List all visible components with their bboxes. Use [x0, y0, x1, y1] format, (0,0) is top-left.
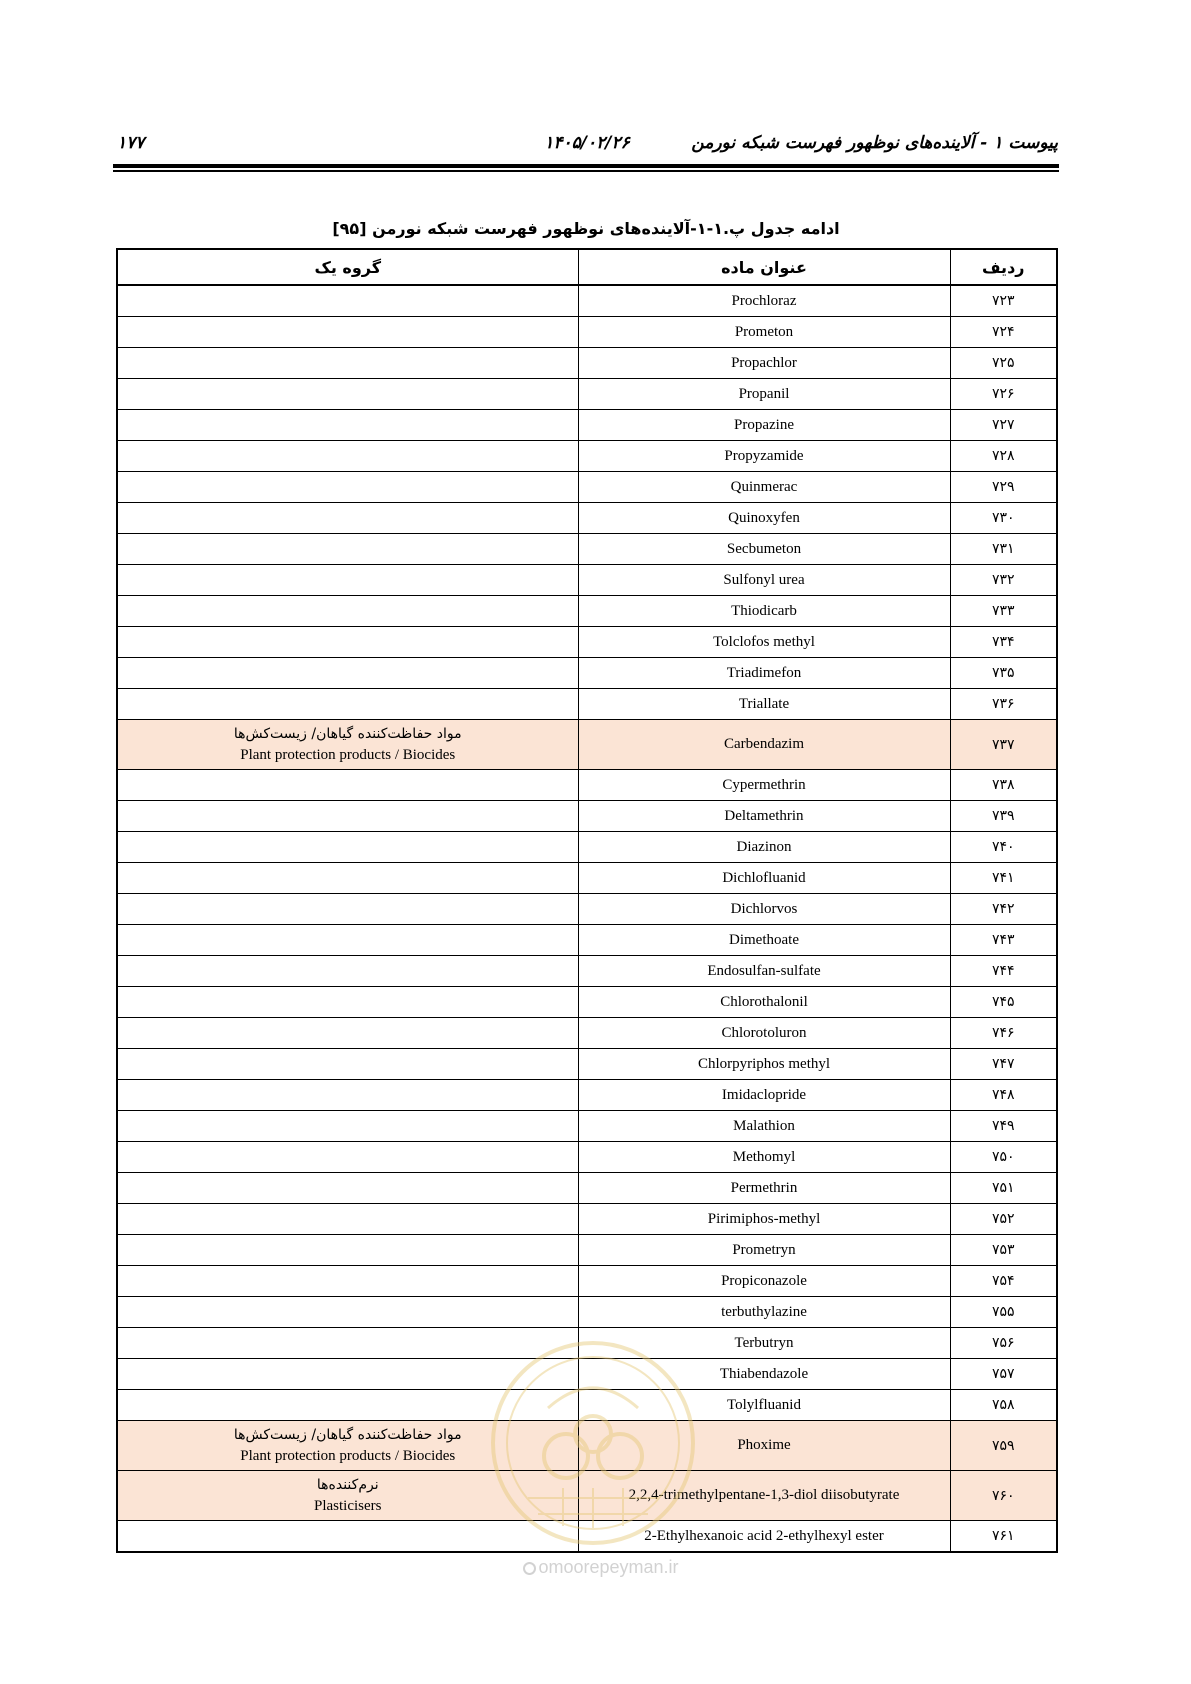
table-row [117, 1018, 1057, 1049]
substance-name-cell: Cypermethrin [578, 770, 950, 801]
row-number-cell: ۷۴۹ [950, 1111, 1057, 1142]
substance-name-cell: Methomyl [578, 1142, 950, 1173]
table-row [117, 720, 1057, 770]
table-row [117, 863, 1057, 894]
group-cell [117, 1359, 578, 1390]
group-cell [117, 1297, 578, 1328]
group-cell [117, 1235, 578, 1266]
table-row [117, 1173, 1057, 1204]
group-cell [117, 1111, 578, 1142]
page-number: ۱۷۷ [117, 133, 145, 153]
row-number-cell: ۷۲۷ [950, 410, 1057, 441]
group-cell [117, 1173, 578, 1204]
column-header-group: گروه یک [117, 249, 578, 285]
row-number-cell: ۷۲۴ [950, 317, 1057, 348]
group-cell [117, 1080, 578, 1111]
group-cell [117, 1421, 578, 1471]
substance-name-cell: Chlorotoluron [578, 1018, 950, 1049]
row-number-cell: ۷۶۰ [950, 1471, 1057, 1521]
watermark-mark-icon [523, 1562, 536, 1575]
row-number-cell: ۷۳۳ [950, 596, 1057, 627]
substance-name-cell: Endosulfan-sulfate [578, 956, 950, 987]
group-cell [117, 1204, 578, 1235]
group-cell [117, 689, 578, 720]
substance-name-cell: Dichlofluanid [578, 863, 950, 894]
row-number-cell: ۷۳۶ [950, 689, 1057, 720]
table-caption: ادامه جدول پ.۱-۱-آلاینده‌های نوظهور فهرست شبکه نورمن [۹۵] [332, 219, 840, 238]
table-row [117, 596, 1057, 627]
row-number-cell: ۷۳۷ [950, 720, 1057, 770]
row-number-cell: ۷۵۱ [950, 1173, 1057, 1204]
substance-name-cell: Dimethoate [578, 925, 950, 956]
group-cell [117, 770, 578, 801]
group-cell [117, 1471, 578, 1521]
table-row [117, 317, 1057, 348]
row-number-cell: ۷۵۲ [950, 1204, 1057, 1235]
substance-name-cell: 2-Ethylhexanoic acid 2-ethylhexyl ester [578, 1521, 950, 1553]
row-number-cell: ۷۲۹ [950, 472, 1057, 503]
row-number-cell: ۷۴۲ [950, 894, 1057, 925]
row-number-cell: ۷۴۰ [950, 832, 1057, 863]
group-cell [117, 317, 578, 348]
group-cell [117, 1049, 578, 1080]
row-number-cell: ۷۳۵ [950, 658, 1057, 689]
group-cell [117, 1266, 578, 1297]
substance-name-cell: Propyzamide [578, 441, 950, 472]
running-header-title: پیوست ۱ - آلاینده‌های نوظهور فهرست شبکه نورمن [691, 133, 1058, 153]
substance-name-cell: Dichlorvos [578, 894, 950, 925]
table-row [117, 627, 1057, 658]
substance-name-cell: Prometryn [578, 1235, 950, 1266]
substance-name-cell: Quinmerac [578, 472, 950, 503]
row-number-cell: ۷۳۰ [950, 503, 1057, 534]
table-row [117, 1521, 1057, 1553]
group-cell [117, 1018, 578, 1049]
table-row [117, 894, 1057, 925]
group-cell [117, 1328, 578, 1359]
group-cell [117, 627, 578, 658]
table-row [117, 1471, 1057, 1521]
group-cell [117, 956, 578, 987]
table-row [117, 770, 1057, 801]
group-cell [117, 720, 578, 770]
substance-name-cell: Prochloraz [578, 285, 950, 317]
row-number-cell: ۷۴۳ [950, 925, 1057, 956]
table-row [117, 503, 1057, 534]
pollutants-table [116, 248, 1058, 1553]
substance-name-cell: Quinoxyfen [578, 503, 950, 534]
table-row [117, 1328, 1057, 1359]
substance-name-cell: Propazine [578, 410, 950, 441]
substance-name-cell: Thiodicarb [578, 596, 950, 627]
row-number-cell: ۷۶۱ [950, 1521, 1057, 1553]
substance-name-cell: Malathion [578, 1111, 950, 1142]
row-number-cell: ۷۲۸ [950, 441, 1057, 472]
substance-name-cell: Tolclofos methyl [578, 627, 950, 658]
row-number-cell: ۷۳۹ [950, 801, 1057, 832]
substance-name-cell: Propanil [578, 379, 950, 410]
group-cell [117, 894, 578, 925]
group-cell [117, 441, 578, 472]
header-rule-thin [113, 170, 1059, 172]
row-number-cell: ۷۵۶ [950, 1328, 1057, 1359]
group-cell [117, 863, 578, 894]
row-number-cell: ۷۴۱ [950, 863, 1057, 894]
group-cell [117, 565, 578, 596]
substance-name-cell: Permethrin [578, 1173, 950, 1204]
header-rule-thick [113, 164, 1059, 168]
row-number-cell: ۷۵۴ [950, 1266, 1057, 1297]
substance-name-cell: Secbumeton [578, 534, 950, 565]
table-row [117, 1142, 1057, 1173]
table-row [117, 689, 1057, 720]
substance-name-cell: Imidaclopride [578, 1080, 950, 1111]
table-row [117, 801, 1057, 832]
row-number-cell: ۷۳۱ [950, 534, 1057, 565]
table-row [117, 832, 1057, 863]
substance-name-cell: Chlorpyriphos methyl [578, 1049, 950, 1080]
substance-name-cell: Deltamethrin [578, 801, 950, 832]
group-cell [117, 410, 578, 441]
substance-name-cell: Sulfonyl urea [578, 565, 950, 596]
group-cell [117, 472, 578, 503]
table-row [117, 348, 1057, 379]
group-cell [117, 534, 578, 565]
table-row [117, 285, 1057, 317]
group-label-fa: مواد حفاظت‌کننده گیاهان/ زیست‌کش‌ها [233, 725, 462, 742]
watermark-url: omoorepeyman.ir [538, 1557, 679, 1577]
table-body [117, 285, 1057, 1552]
substance-name-cell: Prometon [578, 317, 950, 348]
substance-name-cell: Pirimiphos-methyl [578, 1204, 950, 1235]
table-row [117, 472, 1057, 503]
table-row [117, 1266, 1057, 1297]
row-number-cell: ۷۵۵ [950, 1297, 1057, 1328]
row-number-cell: ۷۲۶ [950, 379, 1057, 410]
substance-name-cell: 2,2,4-trimethylpentane-1,3-diol diisobutyrate [578, 1471, 950, 1521]
row-number-cell: ۷۴۴ [950, 956, 1057, 987]
row-number-cell: ۷۵۹ [950, 1421, 1057, 1471]
row-number-cell: ۷۵۸ [950, 1390, 1057, 1421]
row-number-cell: ۷۴۶ [950, 1018, 1057, 1049]
group-cell [117, 1390, 578, 1421]
row-number-cell: ۷۵۷ [950, 1359, 1057, 1390]
group-cell [117, 596, 578, 627]
row-number-cell: ۷۵۰ [950, 1142, 1057, 1173]
table-row [117, 565, 1057, 596]
substance-name-cell: Terbutryn [578, 1328, 950, 1359]
row-number-cell: ۷۳۲ [950, 565, 1057, 596]
table-row [117, 1049, 1057, 1080]
group-cell [117, 379, 578, 410]
substance-name-cell: Thiabendazole [578, 1359, 950, 1390]
table-row [117, 925, 1057, 956]
substance-name-cell: Carbendazim [578, 720, 950, 770]
table-row [117, 534, 1057, 565]
substance-name-cell: Triadimefon [578, 658, 950, 689]
row-number-cell: ۷۵۳ [950, 1235, 1057, 1266]
table-row [117, 956, 1057, 987]
row-number-cell: ۷۲۳ [950, 285, 1057, 317]
group-label-en: Plant protection products / Biocides [240, 746, 456, 763]
substance-name-cell: terbuthylazine [578, 1297, 950, 1328]
row-number-cell: ۷۳۴ [950, 627, 1057, 658]
group-cell [117, 832, 578, 863]
substance-name-cell: Chlorothalonil [578, 987, 950, 1018]
group-cell [117, 925, 578, 956]
column-header-row-number: ردیف [950, 249, 1057, 285]
table-row [117, 1111, 1057, 1142]
substance-name-cell: Triallate [578, 689, 950, 720]
group-label-fa: مواد حفاظت‌کننده گیاهان/ زیست‌کش‌ها [233, 1426, 462, 1443]
group-cell [117, 801, 578, 832]
watermark-text [491, 1554, 711, 1580]
group-label-fa: نرم‌کننده‌ها [316, 1476, 379, 1493]
group-label-en: Plant protection products / Biocides [240, 1447, 456, 1464]
group-cell [117, 348, 578, 379]
running-header-date: ۱۴۰۵/۰۲/۲۶ [544, 133, 630, 153]
substance-name-cell: Phoxime [578, 1421, 950, 1471]
table-row [117, 1421, 1057, 1471]
table-row [117, 1297, 1057, 1328]
substance-name-cell: Propiconazole [578, 1266, 950, 1297]
substance-name-cell: Tolylfluanid [578, 1390, 950, 1421]
row-number-cell: ۷۲۵ [950, 348, 1057, 379]
table-row [117, 1080, 1057, 1111]
table-header-row [117, 249, 1057, 285]
row-number-cell: ۷۴۷ [950, 1049, 1057, 1080]
group-cell [117, 1521, 578, 1553]
table-row [117, 379, 1057, 410]
group-cell [117, 658, 578, 689]
table-row [117, 658, 1057, 689]
table-row [117, 987, 1057, 1018]
table-row [117, 1235, 1057, 1266]
substance-name-cell: Propachlor [578, 348, 950, 379]
group-cell [117, 1142, 578, 1173]
group-cell [117, 503, 578, 534]
group-label-en: Plasticisers [314, 1497, 382, 1514]
row-number-cell: ۷۴۵ [950, 987, 1057, 1018]
table-row [117, 1359, 1057, 1390]
row-number-cell: ۷۳۸ [950, 770, 1057, 801]
group-cell [117, 987, 578, 1018]
substance-name-cell: Diazinon [578, 832, 950, 863]
group-cell [117, 285, 578, 317]
table-row [117, 1390, 1057, 1421]
row-number-cell: ۷۴۸ [950, 1080, 1057, 1111]
column-header-substance: عنوان ماده [578, 249, 950, 285]
table-row [117, 410, 1057, 441]
table-row [117, 1204, 1057, 1235]
table-row [117, 441, 1057, 472]
table-header [117, 249, 1057, 285]
